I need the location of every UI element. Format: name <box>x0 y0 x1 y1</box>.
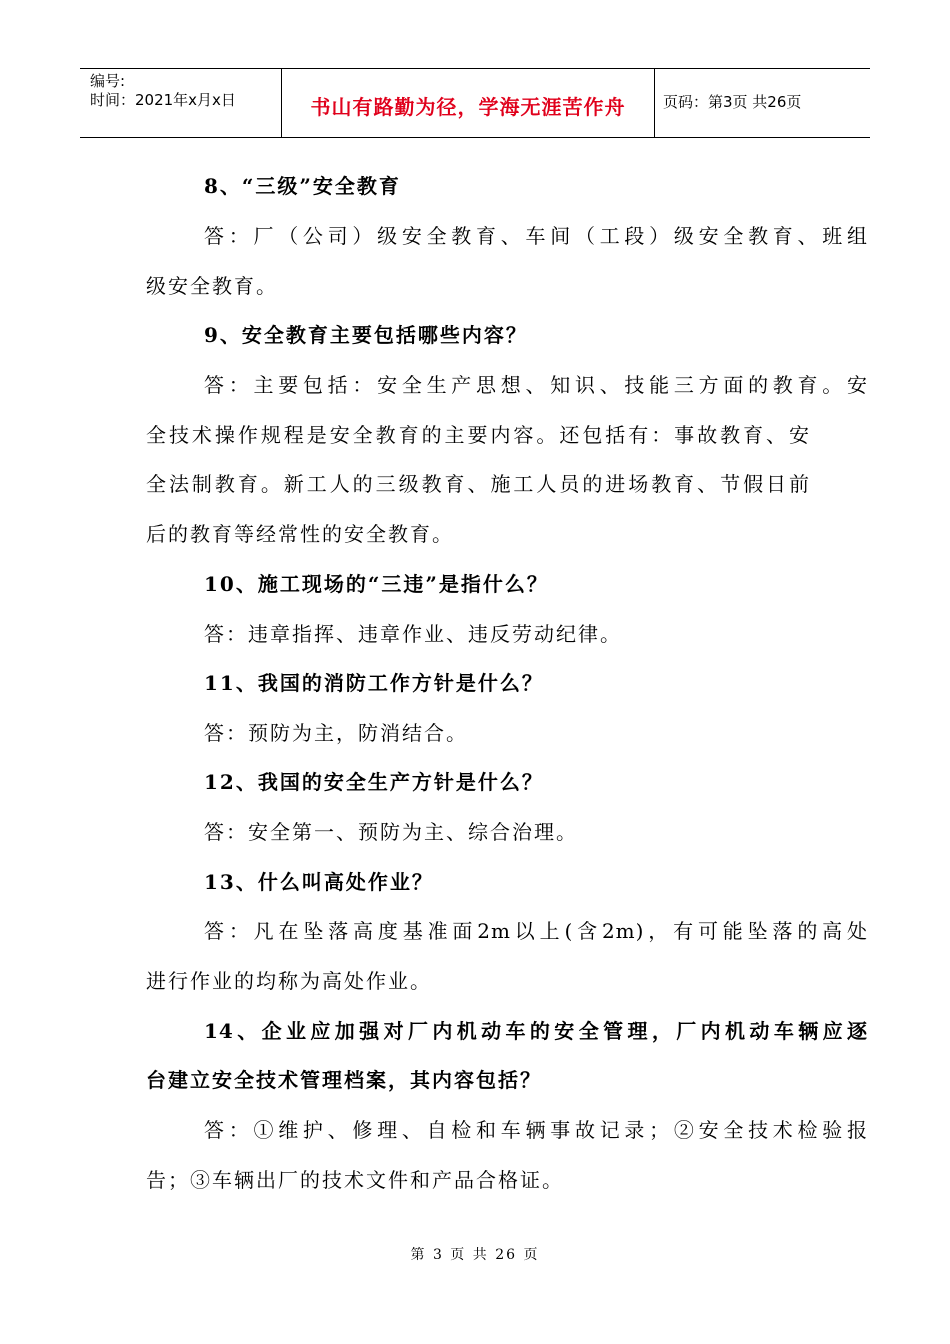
answer-9-line-4: 后的教育等经常性的安全教育。 <box>146 522 454 546</box>
header-page-cell <box>655 69 870 137</box>
page-header <box>80 68 870 138</box>
answer-11: 答：预防为主，防消结合。 <box>204 721 468 745</box>
time-label: 时间：2021年x月x日 <box>90 91 236 109</box>
page-footer: 第 3 页 共 26 页 <box>410 1247 540 1263</box>
page-info: 页码：第3页 共26页 <box>663 93 802 111</box>
question-13: 13、什么叫高处作业？ <box>204 870 434 894</box>
question-14-line-2: 台建立安全技术管理档案，其内容包括？ <box>146 1068 542 1092</box>
answer-8-line-2: 级安全教育。 <box>146 274 278 298</box>
question-8: 8、“三级”安全教育 <box>204 174 401 198</box>
answer-13-line-2: 进行作业的均称为高处作业。 <box>146 969 432 993</box>
question-14-line-1: 14、企业应加强对厂内机动车的安全管理，厂内机动车辆应逐 <box>204 1019 868 1043</box>
answer-13-line-1: 答：凡在坠落高度基准面2m以上(含2m)，有可能坠落的高处 <box>204 919 868 943</box>
question-12: 12、我国的安全生产方针是什么？ <box>204 770 544 794</box>
answer-8-line-1: 答：厂（公司）级安全教育、车间（工段）级安全教育、班组 <box>204 224 868 248</box>
header-meta-cell <box>80 69 282 137</box>
answer-14-line-1: 答：①维护、修理、自检和车辆事故记录；②安全技术检验报 <box>204 1118 868 1142</box>
answer-12: 答：安全第一、预防为主、综合治理。 <box>204 820 578 844</box>
answer-10: 答：违章指挥、违章作业、违反劳动纪律。 <box>204 622 622 646</box>
header-motto-cell <box>282 69 655 137</box>
question-11: 11、我国的消防工作方针是什么？ <box>204 671 544 695</box>
answer-9-line-1: 答：主要包括：安全生产思想、知识、技能三方面的教育。安 <box>204 373 868 397</box>
question-9: 9、安全教育主要包括哪些内容？ <box>204 323 528 347</box>
motto-text: 书山有路勤为径，学海无涯苦作舟 <box>310 95 626 119</box>
answer-14-line-2: 告；③车辆出厂的技术文件和产品合格证。 <box>146 1168 564 1192</box>
answer-9-line-2: 全技术操作规程是安全教育的主要内容。还包括有：事故教育、安 <box>146 423 810 447</box>
question-10: 10、施工现场的“三违”是指什么？ <box>204 572 549 596</box>
number-label: 编号: <box>90 72 126 90</box>
answer-9-line-3: 全法制教育。新工人的三级教育、施工人员的进场教育、节假日前 <box>146 472 810 496</box>
